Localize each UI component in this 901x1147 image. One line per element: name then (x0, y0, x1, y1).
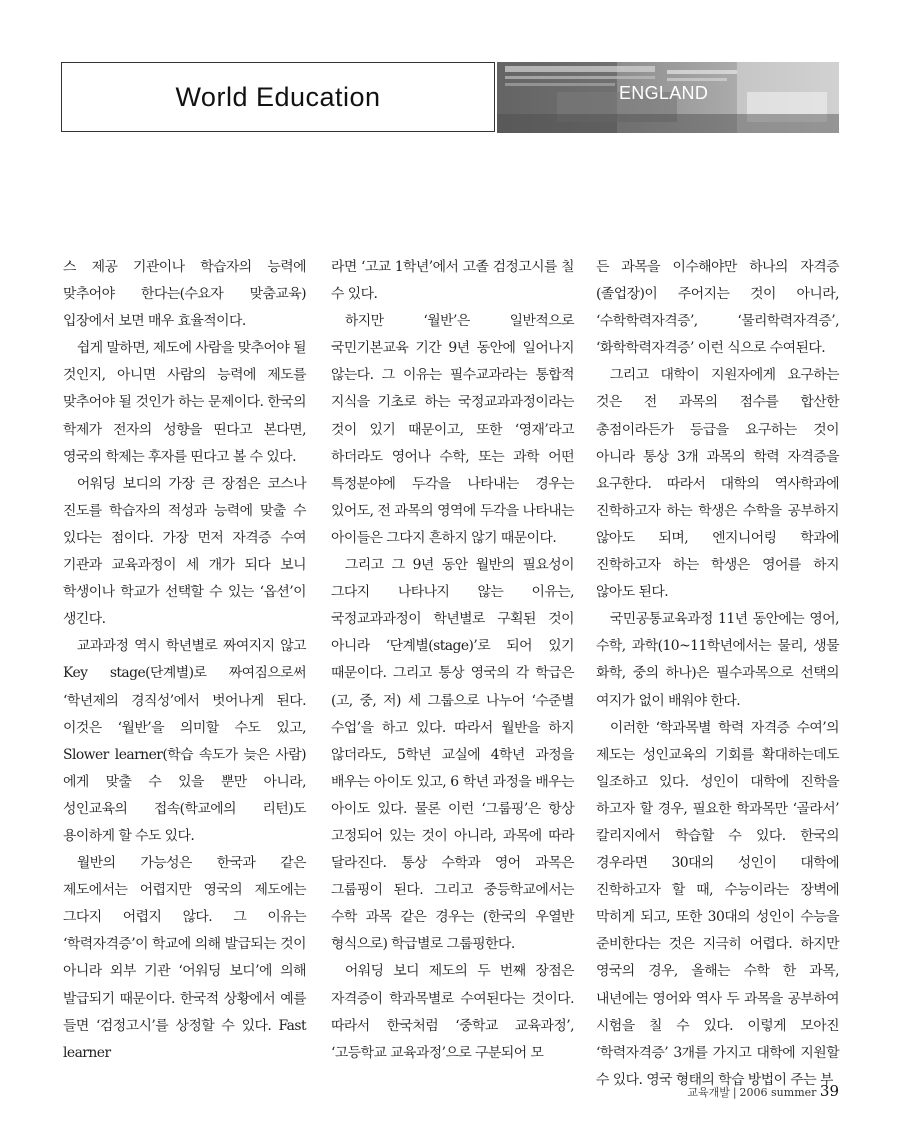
paragraph: 쉽게 말하면, 제도에 사람을 맞추어야 될 것인지, 아니면 사람의 능력에 제도를 맞추어야 될 것인가 하는 문제이다. 한국의 학제가 전자의 성향을 띤다고 본다면, 영국의 학제는 후자를 띤다고 볼 수 있다. (63, 340, 306, 465)
paragraph: 그리고 그 9년 동안 월반의 필요성이 그다지 나타나지 않는 이유는, 국정교과과정이 학년별로 구획된 것이 아니라 ‘단계별(stage)’로 되어 있기 때문이다. 그리고 통상 영국의 각 학급은 (고, 중, 저) 세 그룹으로 나누어 ‘수준별 수업’을 하고 있다. 따라서 월반을 하지 않더라도, 5학년 교실에 4학년 과정을 배우는 아이도 있고, 6 학년 과정을 배우는 아이도 있다. 물론 이런 ‘그룹핑’은 항상 고정되어 있는 것이 아니라, 과목에 따라 달라진다. 통상 수학과 영어 과목은 그룹핑이 된다. 그리고 중등학교에서는 수학 과목 같은 경우는 (한국의 우열반 형식으로) 학급별로 그룹핑한다. (331, 557, 574, 953)
publication-name: 교육개발 (687, 1086, 730, 1099)
paragraph: 든 과목을 이수해야만 하나의 자격증(졸업장)이 주어지는 것이 아니라, ‘수학학력자격증’, ‘물리학력자격증’, ‘화학학력자격증’ 이런 식으로 수여된다. (596, 259, 839, 357)
page-number: 39 (819, 1082, 839, 1100)
paragraph: 교과과정 역시 학년별로 짜여지지 않고 Key stage(단계별)로 짜여짐으로써 ‘학년제의 경직성’에서 벗어나게 된다. 이것은 ‘월반’을 의미할 수도 있고, Slower learner(학습 속도가 늦은 사람)에게 맞출 수 있을 뿐만 아니라, 성인교육의 접속(학교에의 리턴)도 용이하게 할 수도 있다. (63, 638, 306, 844)
country-label: ENGLAND (619, 83, 709, 103)
paragraph: 그리고 대학이 지원자에게 요구하는 것은 전 과목의 점수를 합산한 총점이라든가 등급을 요구하는 것이 아니라 통상 3개 과목의 학력 자격증을 요구한다. 따라서 대학의 역사학과에 진학하고자 하는 학생은 수학을 공부하지 않아도 되며, 엔지니어링 학과에 진학하고자 하는 학생은 영어를 하지 않아도 된다. (596, 367, 839, 601)
paragraph: 스 제공 기관이나 학습자의 능력에 맞추어야 한다는(수요자 맞춤교육)입장에서 보면 매우 효율적이다. (63, 259, 306, 330)
page-footer (687, 1082, 839, 1100)
header-photo (497, 62, 839, 133)
section-title-box (61, 62, 495, 132)
footer-separator: | (732, 1086, 737, 1099)
text-column-2 (331, 254, 574, 1067)
paragraph: 어워딩 보디의 가장 큰 장점은 코스나 진도를 학습자의 적성과 능력에 맞출 수 있다는 점이다. 가장 먼저 자격증 수여 기관과 교육과정이 세 개가 되다 보니 학생이나 학교가 선택할 수 있는 ‘옵션’이 생긴다. (63, 475, 306, 628)
section-title: World Education (175, 81, 381, 112)
text-column-1 (63, 254, 306, 1067)
paragraph: 하지만 ‘월반’은 일반적으로 국민기본교육 기간 9년 동안에 일어나지 않는다. 그 이유는 필수교과라는 통합적 지식을 기초로 하는 국정교과과정이라는 것이 있기 때문이고, 또한 ‘영재’라고 하더라도 영어나 수학, 또는 과학 어떤 특정분야에 두각을 나타내는 경우는 있어도, 전 과목의 영역에 두각을 나타내는 아이들은 그다지 흔하지 않기 때문이다. (331, 313, 574, 546)
issue-label: 2006 summer (739, 1086, 817, 1099)
paragraph: 어워딩 보디 제도의 두 번째 장점은 자격증이 학과목별로 수여된다는 것이다. 따라서 한국처럼 ‘중학교 교육과정’, ‘고등학교 교육과정’으로 구분되어 모 (331, 963, 574, 1061)
text-column-3 (596, 254, 839, 1094)
paragraph: 라면 ‘고교 1학년’에서 고졸 검정고시를 칠 수 있다. (331, 259, 574, 303)
paragraph: 이러한 ‘학과목별 학력 자격증 수여’의 제도는 성인교육의 기회를 확대하는데도 일조하고 있다. 성인이 대학에 진학을 하고자 할 경우, 필요한 학과목만 ‘골라서’ 칼리지에서 학습할 수 있다. 한국의 경우라면 30대의 성인이 대학에 진학하고자 할 때, 수능이라는 장벽에 막히게 되고, 또한 30대의 성인이 수능을 준비한다는 것은 지극히 어렵다. 하지만 영국의 경우, 올해는 수학 한 과목, 내년에는 영어와 역사 두 과목을 공부하여 시험을 칠 수 있다. 이렇게 모아진 ‘학력자격증’ 3개를 가지고 대학에 지원할 수 있다. 영국 형태의 학습 방법이 주는 부 (596, 719, 839, 1088)
paragraph: 월반의 가능성은 한국과 같은 제도에서는 어렵지만 영국의 제도에는 그다지 어렵지 않다. 그 이유는 ‘학력자격증’이 학교에 의해 발급되는 것이 아니라 외부 기관 ‘어워딩 보디’에 의해 발급되기 때문이다. 한국적 상황에서 예를 들면 ‘검정고시’를 상정할 수 있다. Fast learner (63, 855, 306, 1061)
paragraph: 국민공통교육과정 11년 동안에는 영어, 수학, 과학(10~11학년에서는 물리, 생물 화학, 중의 하나)은 필수과목으로 선택의 여지가 없이 배워야 한다. (596, 611, 839, 709)
